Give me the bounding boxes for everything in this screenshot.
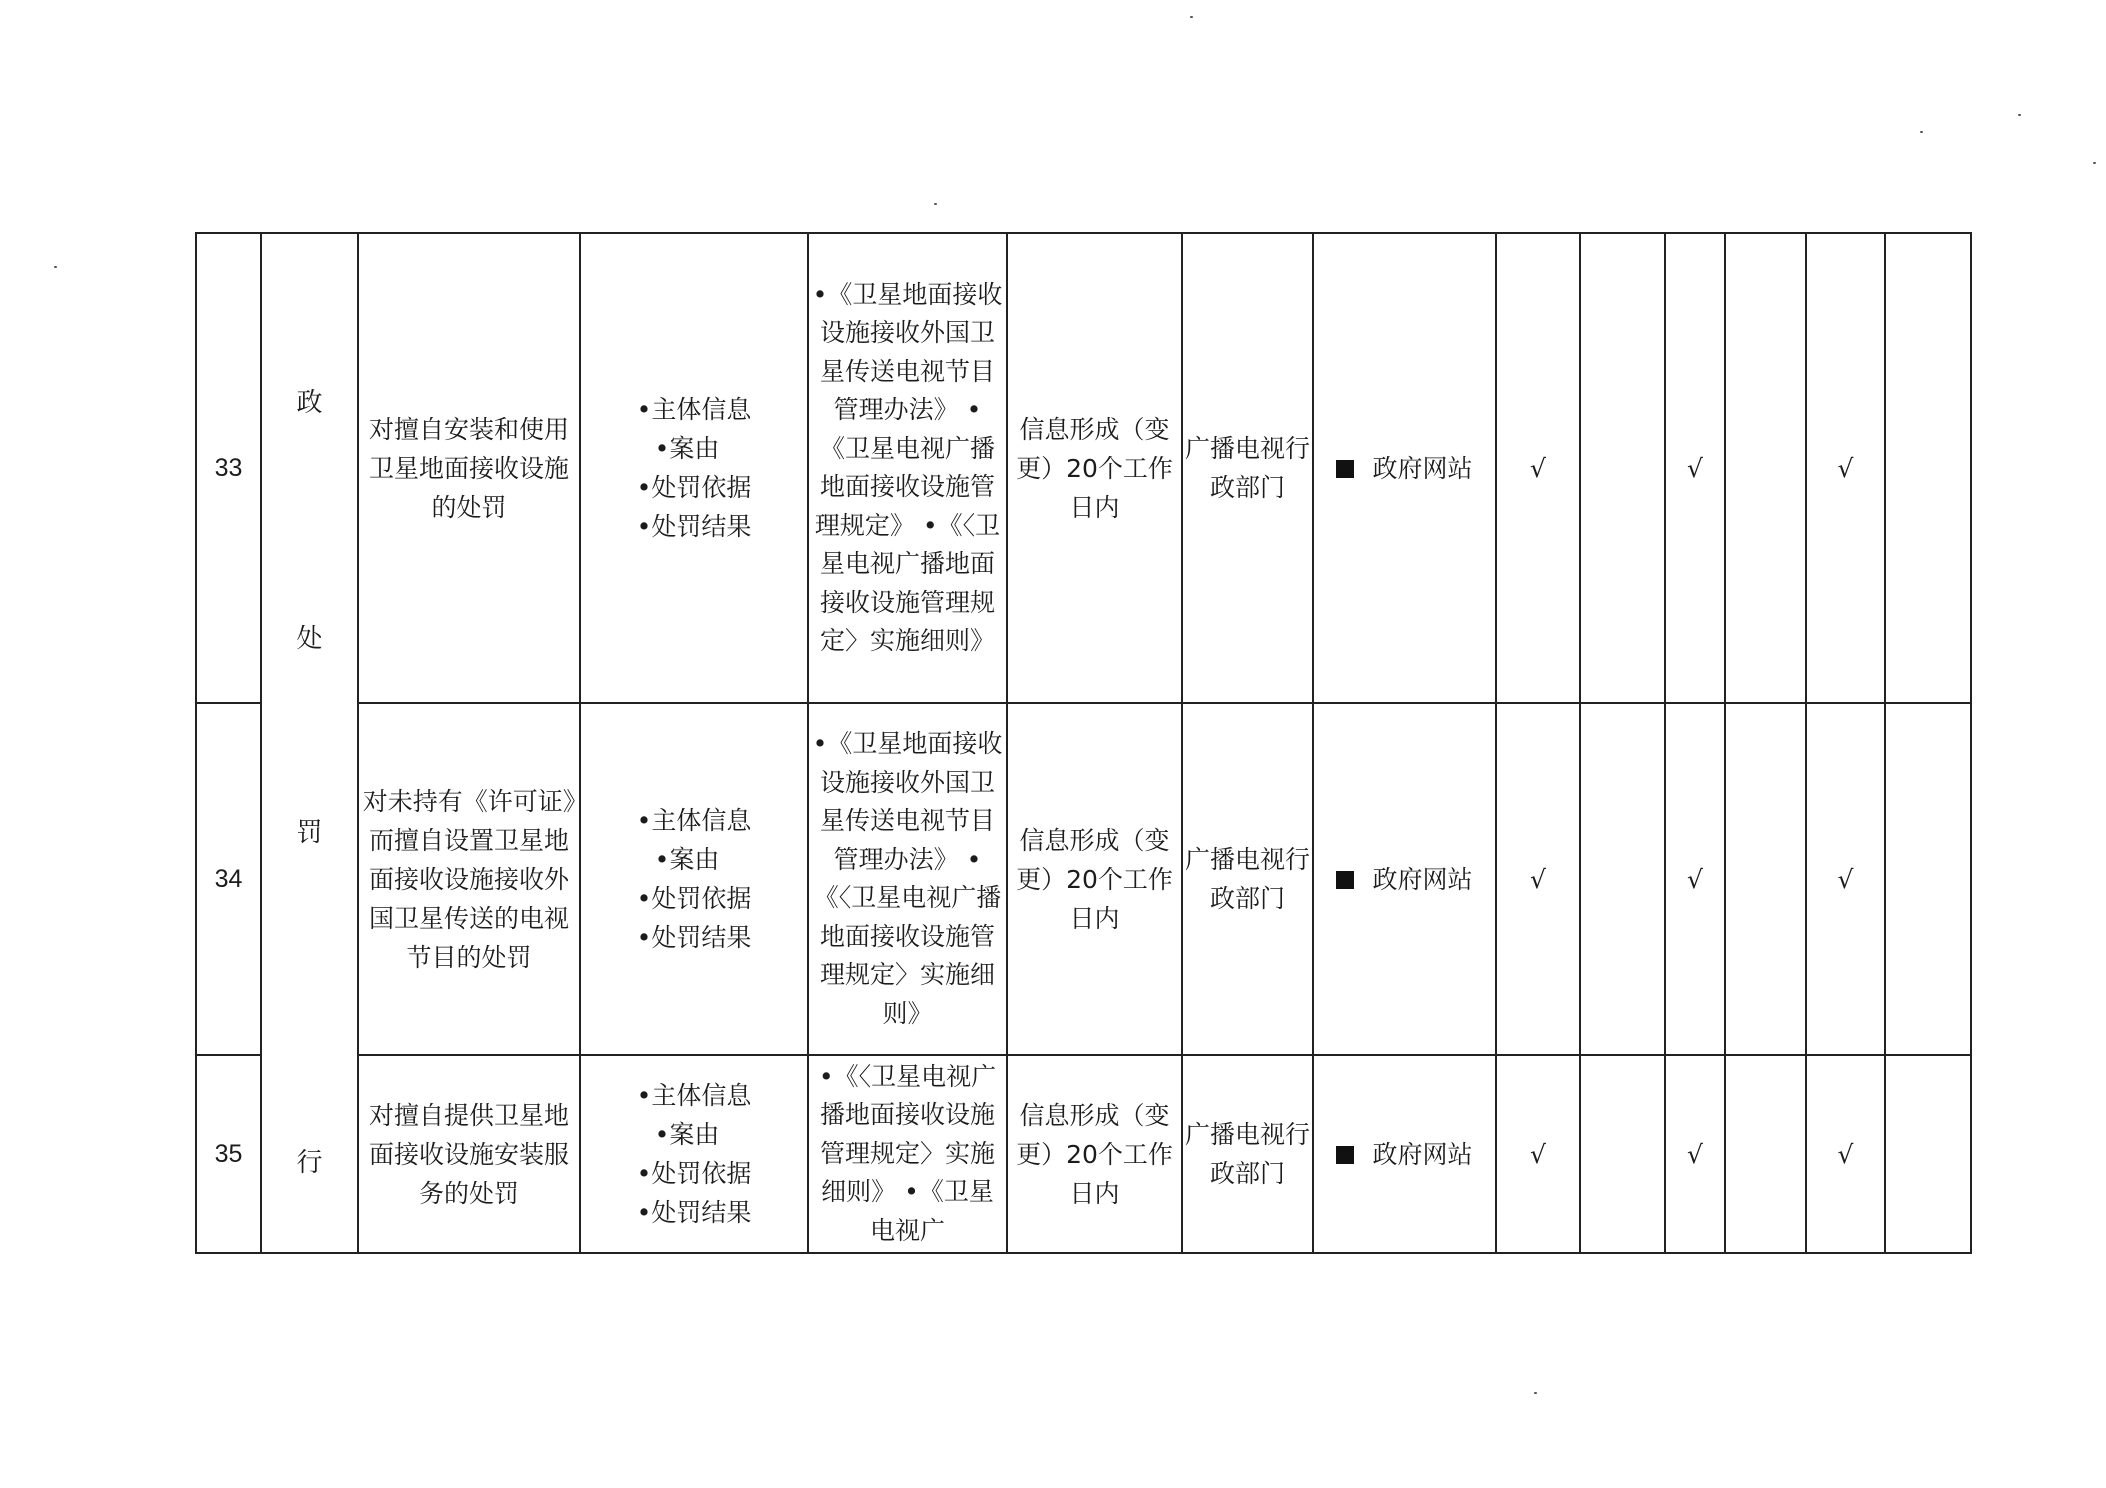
content-line: •案由: [654, 1120, 720, 1149]
content-line: •处罚结果: [636, 512, 752, 541]
responsible-dept: 广播电视行政部门: [1182, 233, 1313, 703]
content-line: •处罚依据: [636, 1159, 752, 1188]
disclosure-content: [580, 1055, 808, 1253]
check-cell: √: [1496, 703, 1580, 1055]
category-char: 政: [296, 388, 323, 418]
check-cell: [1885, 703, 1971, 1055]
publish-channel: [1313, 703, 1496, 1055]
item-name: 对擅自提供卫星地面接收设施安装服务的处罚: [358, 1055, 580, 1253]
channel-label: 政府网站: [1372, 1139, 1473, 1169]
publish-channel: [1313, 1055, 1496, 1253]
check-cell: [1580, 703, 1665, 1055]
check-cell: √: [1665, 233, 1725, 703]
check-cell: [1580, 233, 1665, 703]
content-line: •主体信息: [636, 395, 752, 424]
content-line: •案由: [654, 845, 720, 874]
item-name: 对未持有《许可证》而擅自设置卫星地面接收设施接收外国卫星传送的电视节目的处罚: [358, 703, 580, 1055]
scan-speck: [2018, 114, 2021, 116]
item-name: 对擅自安装和使用卫星地面接收设施的处罚: [358, 233, 580, 703]
legal-basis-text: •《卫星地面接收设施接收外国卫星传送电视节目管理办法》 •《〈卫星电视广播地面接收设施管理规定〉实施细则》: [812, 729, 1003, 1028]
legal-basis: [808, 233, 1007, 703]
check-cell: √: [1806, 233, 1885, 703]
content-line: •处罚依据: [636, 473, 752, 502]
check-cell: [1725, 1055, 1806, 1253]
row-number: 34: [196, 703, 261, 1055]
disclosure-content: [580, 233, 808, 703]
check-cell: √: [1665, 1055, 1725, 1253]
responsible-dept: 广播电视行政部门: [1182, 1055, 1313, 1253]
table-row: [196, 1055, 1971, 1253]
check-cell: [1885, 1055, 1971, 1253]
row-number: 33: [196, 233, 261, 703]
legal-basis-text: •《〈卫星电视广播地面接收设施管理规定〉实施细则》 •《卫星电视广: [818, 1061, 997, 1245]
check-cell: √: [1496, 233, 1580, 703]
category-char: 罚: [296, 818, 323, 848]
scan-speck: [54, 266, 57, 268]
channel-label: 政府网站: [1372, 453, 1473, 483]
scan-speck: [1190, 16, 1193, 18]
publish-channel: [1313, 233, 1496, 703]
content-line: •案由: [654, 434, 720, 463]
disclosure-content: [580, 703, 808, 1055]
content-line: •处罚依据: [636, 884, 752, 913]
scan-speck: [2093, 162, 2096, 164]
table-row: [196, 703, 1971, 1055]
filled-square-icon: [1336, 1146, 1354, 1164]
content-line: •主体信息: [636, 1081, 752, 1110]
disclosure-timing: 信息形成（变更）20个工作日内: [1007, 233, 1182, 703]
check-cell: [1885, 233, 1971, 703]
legal-basis: [808, 703, 1007, 1055]
filled-square-icon: [1336, 460, 1354, 478]
scan-speck: [1534, 1392, 1537, 1394]
check-cell: [1725, 703, 1806, 1055]
disclosure-timing: 信息形成（变更）20个工作日内: [1007, 1055, 1182, 1253]
disclosure-timing: 信息形成（变更）20个工作日内: [1007, 703, 1182, 1055]
legal-basis-text: •《卫星地面接收设施接收外国卫星传送电视节目管理办法》 •《卫星电视广播地面接收设施管理规定》 •《〈卫星电视广播地面接收设施管理规定〉实施细则》: [812, 279, 1003, 655]
check-cell: [1580, 1055, 1665, 1253]
check-cell: √: [1496, 1055, 1580, 1253]
category-char: 行: [296, 1148, 323, 1178]
responsible-dept: 广播电视行政部门: [1182, 703, 1313, 1055]
check-cell: [1725, 233, 1806, 703]
disclosure-table: [195, 232, 1972, 1254]
check-cell: √: [1806, 703, 1885, 1055]
check-cell: √: [1665, 703, 1725, 1055]
content-line: •处罚结果: [636, 1198, 752, 1227]
content-line: •处罚结果: [636, 923, 752, 952]
category-char: 处: [296, 624, 323, 654]
scan-speck: [1920, 131, 1923, 133]
category-cell: [261, 233, 358, 1253]
filled-square-icon: [1336, 871, 1354, 889]
legal-basis: [808, 1055, 1007, 1253]
row-number: 35: [196, 1055, 261, 1253]
check-cell: √: [1806, 1055, 1885, 1253]
table-row: [196, 233, 1971, 703]
channel-label: 政府网站: [1372, 864, 1473, 894]
content-line: •主体信息: [636, 806, 752, 835]
scan-speck: [934, 203, 937, 205]
